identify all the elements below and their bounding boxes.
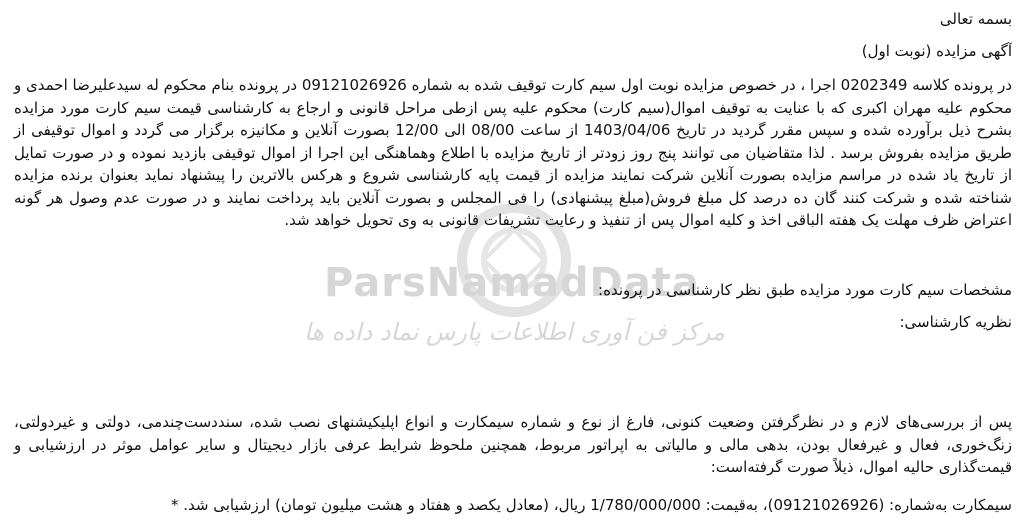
expert-opinion: پس از بررسی‌های لازم و در نظرگرفتن وضعیت کنونی، فارغ از نوع و شماره سیمکارت و انواع اپلیکیشنهای نصب شده، سنددست‌چندمی، دولتی و غیردولتی، زنگ‌خوری، فعال و غیرفعال بودن، بدهی مالی و مالیاتی به اپراتور مربوط، همچنین ملحوظ شرایط عرفی بازار دیجیتال و سایر عوامل موثر در ارزشیابی و قیمت‌گذاری حالیه اموال، ذیلاً صورت گرفته‌است:	[14, 413, 1012, 476]
watermark-tagline: مرکز فن آوری اطلاعات پارس نماد داده ها	[304, 318, 725, 346]
watermark	[234, 200, 794, 530]
basmala: بسمه تعالی	[939, 10, 1012, 28]
specs-heading: مشخصات سیم کارت مورد مزایده طبق نظر کارشناسی در پرونده:	[598, 281, 1012, 299]
valuation-line: سیمکارت به‌شماره: (09121026926)، به‌قیمت: 1/780/000/000 ریال، (معادل یکصد و هفتاد و هشت میلیون تومان) ارزشیابی شد. *	[170, 496, 1012, 514]
notice-paragraph: در پرونده کلاسه 0202349 اجرا ، در خصوص مزایده نوبت اول سیم کارت توقیف شده به شماره 09121026926 در پرونده بنام محکوم له سیدعلیرضا احمدی و محکوم علیه مهران اکبری که با عنایت به توقیف اموال(سیم کارت) محکوم علیه پس ازطی مراحل قانونی و ارجاع به کارشناسی قیمت سیم کارت مورد مزایده بشرح ذیل برآورده شده و سپس مقرر گردید در تاریخ 1403/04/06 از ساعت 08/00 الی 12/00 بصورت آنلاین و مکانیزه برگزار می گردد و اموال توقیفی از طریق مزایده بفروش برسد . لذا متقاضیان می توانند پنج روز زودتر از تاریخ مزایده با اطلاع وهماهنگی این اجرا از اموال توقیفی بازدید نموده و در صورت تمایل از تاریخ یاد شده در مراسم مزایده بصورت آنلاین شرکت نمایند مزایده از قیمت پایه کارشناسی شروع و هرکس بالاترین را پیشنهاد نماید بعنوان برنده مزایده شناخته شده و شرکت کنند گان ده درصد کل مبلغ فروش(مبلغ پیشنهادی) را فی المجلس و بصورت آنلاین باید پرداخت نمایند و در صورت عدم وصول هر گونه اعتراض ظرف مهلت یک هفته الباقی اخذ و کلیه اموال پس از تنفیذ و رعایت تشریفات قانونی به وی تحویل خواهد شد.	[14, 76, 1013, 229]
watermark-brand: ParsNamadData	[324, 260, 700, 306]
expert-heading: نظریه کارشناسی:	[899, 313, 1012, 331]
notice-title: آگهی مزایده (نوبت اول)	[861, 42, 1012, 60]
watermark-logo-icon	[234, 200, 794, 530]
document	[4, 0, 1020, 530]
